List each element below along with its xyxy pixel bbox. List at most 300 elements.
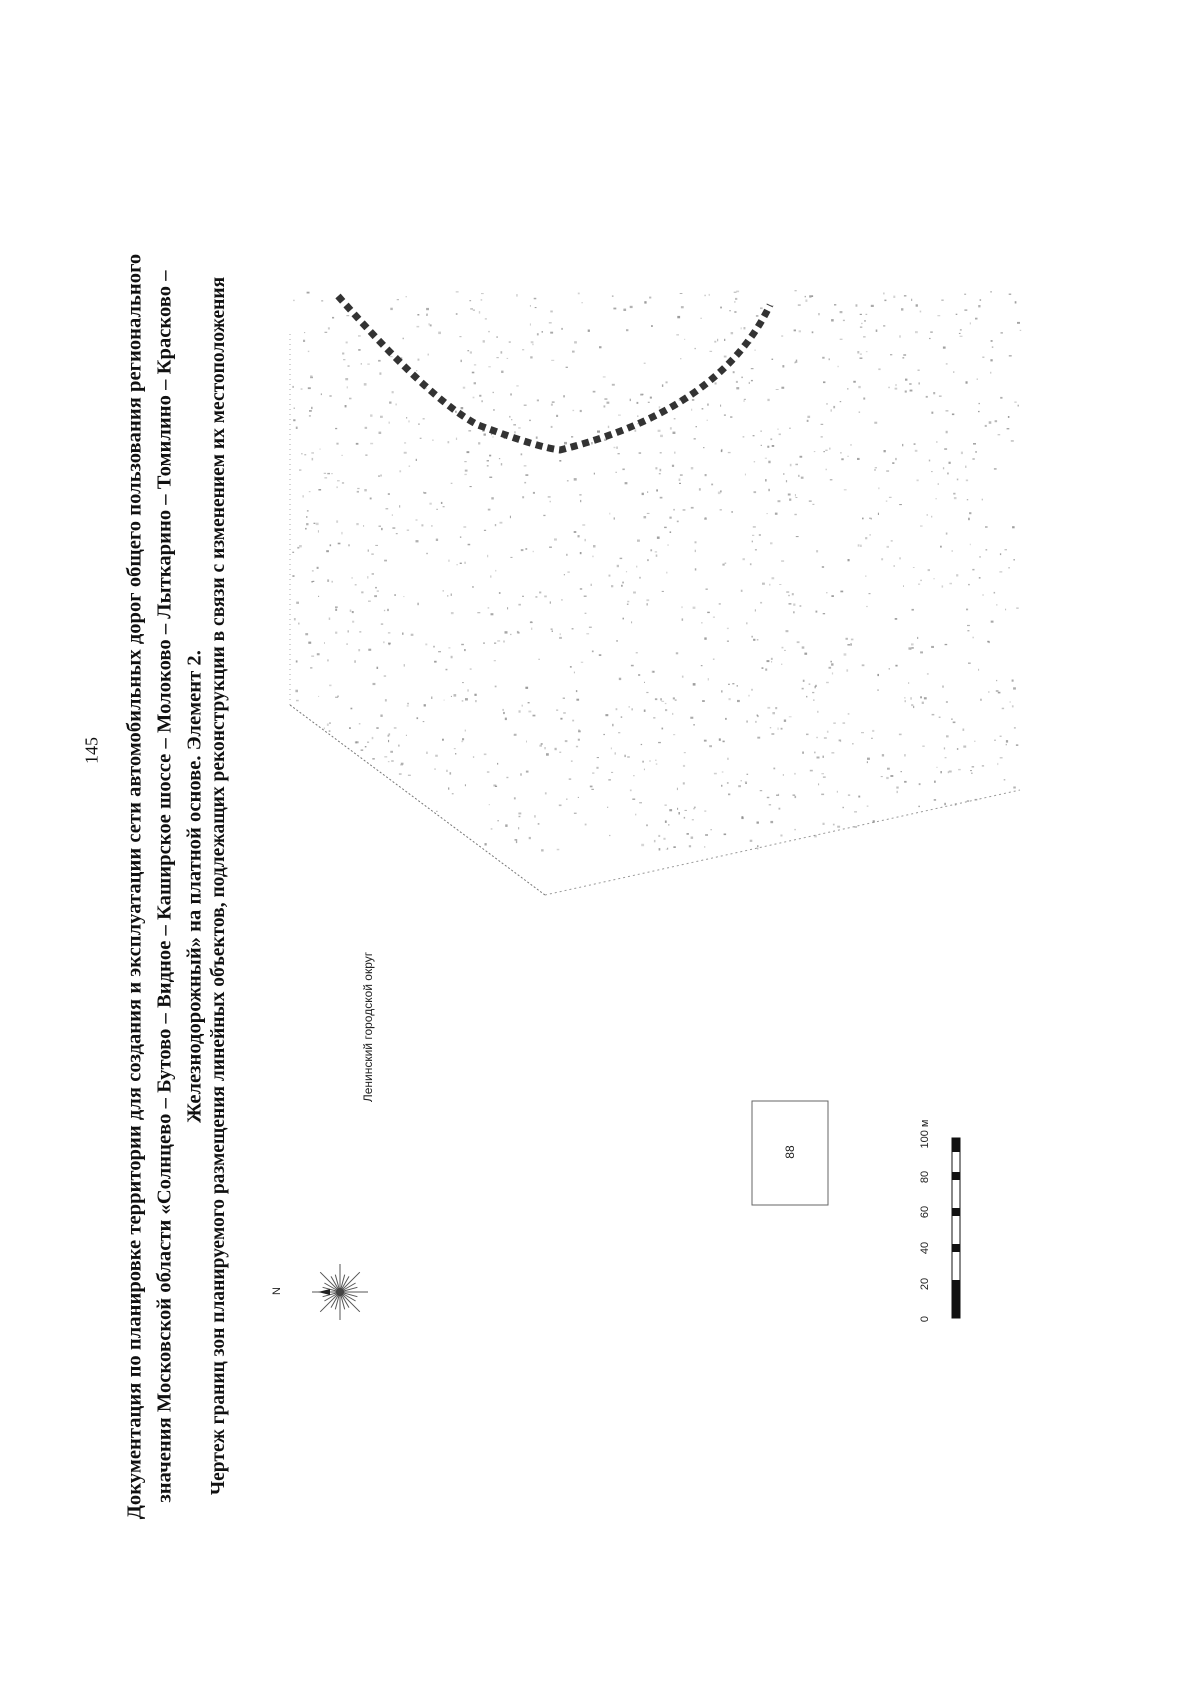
terrain-speck (897, 791, 898, 793)
terrain-speck (434, 768, 436, 769)
terrain-speck (972, 458, 974, 460)
terrain-speck (1016, 744, 1018, 746)
terrain-speck (330, 544, 332, 546)
terrain-speck (727, 641, 729, 642)
terrain-speck (516, 385, 518, 386)
terrain-speck (988, 691, 989, 693)
terrain-speck (1000, 397, 1002, 399)
terrain-speck (788, 494, 791, 496)
terrain-speck (827, 731, 829, 733)
terrain-speck (922, 746, 924, 747)
terrain-speck (1006, 740, 1008, 743)
terrain-speck (607, 807, 608, 808)
terrain-speck (517, 631, 519, 634)
terrain-speck (735, 298, 737, 300)
terrain-speck (1013, 787, 1016, 789)
terrain-speck (464, 649, 466, 651)
terrain-speck (482, 400, 483, 402)
terrain-speck (335, 428, 337, 429)
terrain-speck (669, 517, 671, 519)
terrain-speck (939, 396, 942, 397)
terrain-speck (321, 300, 323, 301)
terrain-speck (757, 715, 758, 717)
terrain-speck (550, 311, 553, 313)
terrain-speck (388, 740, 389, 742)
terrain-speck (909, 383, 911, 384)
terrain-speck (859, 411, 861, 413)
terrain-speck (430, 324, 432, 326)
terrain-speck (337, 696, 339, 698)
terrain-speck (301, 388, 303, 390)
terrain-speck (860, 358, 863, 359)
terrain-speck (1008, 416, 1010, 418)
terrain-speck (782, 365, 784, 367)
terrain-speck (810, 770, 813, 772)
terrain-speck (823, 613, 825, 614)
terrain-speck (707, 420, 708, 421)
terrain-speck (940, 546, 942, 548)
terrain-speck (721, 450, 723, 452)
terrain-speck (693, 683, 696, 686)
terrain-speck (384, 756, 387, 757)
terrain-speck (884, 450, 886, 452)
terrain-speck (615, 472, 617, 473)
terrain-speck (844, 489, 847, 490)
terrain-speck (693, 607, 696, 609)
terrain-speck (877, 674, 879, 676)
terrain-speck (488, 607, 490, 608)
terrain-speck (772, 359, 774, 360)
terrain-speck (809, 501, 812, 502)
terrain-speck (770, 438, 772, 440)
terrain-speck (744, 327, 746, 329)
terrain-speck (823, 451, 825, 452)
terrain-speck (670, 427, 672, 429)
terrain-speck (591, 789, 594, 790)
terrain-speck (784, 650, 786, 651)
terrain-speck (398, 745, 399, 747)
terrain-speck (776, 389, 779, 390)
terrain-speck (524, 482, 526, 484)
terrain-speck (1007, 428, 1010, 429)
terrain-speck (578, 729, 579, 730)
terrain-speck (830, 661, 832, 663)
terrain-speck (677, 521, 679, 523)
terrain-speck (679, 483, 681, 484)
terrain-speck (982, 499, 983, 501)
terrain-speck (510, 557, 512, 558)
terrain-speck (627, 604, 629, 605)
terrain-speck (802, 688, 804, 690)
terrain-speck (823, 381, 825, 383)
terrain-speck (618, 453, 620, 454)
terrain-speck (328, 327, 330, 329)
terrain-speck (368, 649, 371, 651)
terrain-speck (798, 475, 799, 477)
terrain-speck (704, 637, 706, 639)
terrain-speck (696, 426, 698, 427)
terrain-speck (529, 420, 531, 421)
terrain-speck (650, 397, 652, 399)
terrain-speck (455, 753, 456, 755)
terrain-speck (969, 512, 971, 514)
terrain-speck (871, 305, 874, 307)
terrain-speck (325, 332, 328, 333)
terrain-speck (519, 710, 521, 712)
terrain-speck (805, 300, 807, 302)
terrain-speck (310, 667, 312, 669)
terrain-speck (327, 724, 329, 726)
terrain-speck (990, 372, 991, 374)
terrain-speck (975, 451, 977, 453)
terrain-speck (866, 351, 868, 352)
terrain-speck (789, 499, 791, 501)
terrain-speck (795, 290, 797, 291)
terrain-speck (448, 787, 449, 789)
district-label: Ленинский городской округ (361, 951, 375, 1103)
terrain-speck (997, 763, 998, 765)
terrain-speck (841, 458, 843, 460)
terrain-speck (949, 583, 952, 585)
terrain-speck (833, 824, 835, 826)
terrain-speck (307, 510, 309, 512)
terrain-speck (862, 664, 865, 666)
terrain-speck (423, 721, 425, 722)
terrain-speck (929, 460, 930, 462)
terrain-speck (896, 787, 898, 789)
terrain-speck (754, 350, 755, 351)
terrain-speck (781, 335, 783, 337)
terrain-speck (293, 419, 295, 421)
terrain-speck (840, 591, 843, 593)
terrain-speck (822, 357, 824, 359)
terrain-speck (297, 547, 299, 549)
terrain-speck (647, 491, 648, 492)
terrain-speck (593, 545, 596, 548)
terrain-speck (582, 302, 583, 303)
terrain-speck (531, 341, 534, 343)
terrain-speck (1004, 779, 1006, 781)
terrain-speck (473, 397, 475, 399)
terrain-speck (578, 535, 580, 537)
terrain-speck (533, 551, 534, 552)
terrain-speck (966, 381, 968, 383)
terrain-speck (390, 751, 393, 753)
terrain-speck (357, 488, 359, 489)
terrain-speck (584, 596, 587, 597)
terrain-speck (632, 708, 633, 710)
terrain-speck (826, 469, 827, 471)
terrain-speck (762, 583, 765, 585)
terrain-speck (506, 777, 508, 778)
terrain-speck (750, 563, 752, 565)
terrain-speck (406, 735, 407, 736)
terrain-speck (731, 332, 734, 334)
terrain-speck (327, 579, 329, 582)
terrain-speck (847, 456, 848, 457)
terrain-speck (738, 785, 741, 787)
terrain-speck (736, 381, 738, 383)
terrain-speck (760, 431, 762, 432)
terrain-speck (676, 334, 679, 336)
terrain-speck (691, 409, 692, 411)
terrain-speck (574, 478, 577, 481)
terrain-speck (345, 405, 347, 407)
terrain-speck (690, 717, 693, 719)
terrain-speck (294, 618, 296, 620)
terrain-speck (848, 713, 850, 715)
terrain-speck (751, 368, 754, 369)
terrain-speck (374, 595, 377, 597)
terrain-speck (552, 401, 555, 403)
terrain-speck (331, 473, 333, 474)
terrain-speck (717, 339, 718, 342)
terrain-speck (753, 526, 756, 527)
terrain-speck (564, 574, 565, 575)
terrain-speck (672, 713, 673, 715)
terrain-speck (772, 712, 775, 714)
terrain-speck (370, 498, 372, 500)
terrain-speck (990, 359, 992, 361)
terrain-speck (596, 767, 598, 769)
terrain-speck (292, 575, 294, 577)
terrain-speck (952, 414, 954, 416)
terrain-speck (416, 459, 417, 461)
terrain-speck (426, 553, 428, 554)
terrain-speck (311, 581, 313, 583)
terrain-speck (768, 461, 770, 464)
terrain-speck (936, 767, 937, 768)
terrain-speck (762, 667, 764, 669)
terrain-speck (684, 817, 685, 819)
terrain-speck (409, 466, 411, 467)
terrain-speck (581, 662, 583, 663)
terrain-speck (818, 313, 820, 315)
terrain-speck (769, 804, 771, 805)
terrain-speck (722, 564, 724, 566)
terrain-speck (772, 577, 775, 579)
terrain-speck (662, 591, 664, 592)
terrain-speck (368, 550, 369, 552)
terrain-speck (853, 381, 856, 383)
terrain-speck (821, 424, 824, 425)
terrain-speck (499, 458, 500, 459)
terrain-speck (364, 489, 367, 491)
terrain-speck (847, 388, 848, 390)
terrain-speck (378, 475, 380, 476)
terrain-speck (403, 596, 404, 597)
terrain-speck (877, 690, 879, 691)
terrain-speck (674, 418, 676, 419)
terrain-speck (451, 656, 453, 659)
scale-tick-0: 0 (919, 1315, 931, 1323)
terrain-speck (767, 707, 770, 709)
terrain-speck (390, 356, 393, 357)
terrain-speck (630, 399, 631, 401)
terrain-speck (467, 350, 469, 351)
terrain-speck (977, 378, 978, 380)
terrain-speck (727, 758, 728, 760)
terrain-speck (1020, 330, 1022, 331)
terrain-speck (306, 516, 307, 518)
terrain-speck (524, 465, 527, 466)
terrain-speck (871, 738, 873, 739)
terrain-speck (576, 699, 579, 701)
terrain-speck (395, 404, 397, 406)
terrain-speck (994, 592, 996, 594)
terrain-speck (915, 331, 918, 333)
terrain-speck (895, 618, 898, 620)
terrain-speck (586, 633, 589, 634)
terrain-speck (840, 311, 843, 313)
terrain-speck (1001, 332, 1003, 333)
terrain-speck (786, 630, 789, 632)
terrain-speck (990, 291, 991, 293)
terrain-speck (464, 474, 466, 475)
terrain-speck (574, 813, 577, 814)
terrain-speck (585, 613, 587, 614)
terrain-speck (818, 783, 819, 785)
terrain-speck (770, 727, 771, 728)
terrain-speck (989, 421, 992, 424)
terrain-speck (883, 293, 885, 295)
terrain-speck (472, 586, 474, 588)
terrain-speck (970, 322, 971, 324)
terrain-speck (548, 496, 551, 498)
terrain-speck (318, 530, 319, 532)
terrain-speck (850, 444, 852, 445)
terrain-speck (467, 689, 468, 691)
terrain-speck (771, 661, 772, 662)
terrain-speck (769, 584, 770, 586)
terrain-speck (625, 482, 628, 484)
terrain-speck (582, 524, 585, 526)
terrain-speck (910, 390, 913, 392)
terrain-speck (451, 696, 452, 697)
terrain-speck (741, 377, 742, 379)
terrain-speck (559, 752, 561, 753)
terrain-speck (309, 491, 311, 492)
terrain-speck (541, 743, 543, 745)
title-line-1: Документация по планировке территории для создания и эксплуатации сети автомобильных дорог общего пользования регионального (123, 253, 146, 1520)
terrain-speck (694, 438, 696, 440)
terrain-speck (685, 810, 687, 811)
terrain-speck (484, 434, 486, 436)
terrain-speck (560, 633, 561, 635)
terrain-speck (660, 452, 662, 454)
terrain-speck (450, 772, 452, 774)
terrain-speck (592, 651, 594, 653)
terrain-speck (388, 632, 391, 634)
terrain-speck (780, 835, 782, 837)
terrain-speck (783, 774, 784, 776)
terrain-speck (633, 775, 635, 776)
terrain-speck (854, 826, 857, 828)
terrain-speck (704, 740, 707, 742)
terrain-speck (367, 576, 368, 579)
terrain-speck (392, 391, 394, 393)
terrain-speck (650, 549, 652, 551)
terrain-speck (966, 480, 968, 482)
terrain-speck (1009, 355, 1012, 357)
terrain-speck (642, 761, 644, 763)
terrain-speck (795, 796, 797, 798)
terrain-speck (631, 665, 634, 667)
terrain-speck (857, 351, 859, 354)
terrain-speck (312, 458, 314, 461)
terrain-speck (417, 314, 419, 316)
terrain-speck (905, 379, 907, 381)
terrain-speck (552, 631, 553, 632)
terrain-speck (792, 593, 794, 595)
terrain-speck (940, 771, 942, 773)
terrain-speck (493, 392, 495, 393)
terrain-speck (359, 631, 361, 632)
terrain-speck (1005, 609, 1006, 611)
terrain-speck (683, 509, 686, 511)
terrain-speck (886, 777, 889, 779)
terrain-speck (591, 584, 593, 586)
terrain-speck (904, 697, 905, 698)
terrain-speck (713, 659, 715, 660)
terrain-speck (521, 453, 523, 455)
terrain-speck (311, 407, 313, 409)
terrain-speck (794, 773, 796, 775)
terrain-speck (505, 631, 508, 633)
terrain-speck (503, 712, 505, 714)
terrain-speck (448, 441, 450, 443)
terrain-speck (967, 630, 969, 631)
terrain-speck (1018, 405, 1020, 407)
terrain-speck (391, 760, 394, 762)
terrain-speck (304, 332, 305, 333)
terrain-speck (918, 584, 920, 585)
terrain-speck (372, 737, 374, 739)
terrain-speck (781, 560, 784, 562)
terrain-speck (576, 746, 578, 748)
terrain-speck (833, 406, 835, 408)
terrain-speck (779, 808, 781, 810)
terrain-speck (618, 732, 620, 733)
terrain-speck (664, 527, 667, 528)
terrain-speck (524, 405, 527, 406)
terrain-speck (446, 770, 447, 772)
terrain-speck (597, 757, 599, 758)
terrain-speck (635, 429, 637, 431)
terrain-speck (426, 308, 429, 310)
terrain-speck (549, 322, 552, 323)
terrain-speck (889, 668, 890, 669)
terrain-speck (860, 314, 862, 315)
terrain-speck (455, 411, 457, 413)
terrain-speck (710, 351, 713, 352)
terrain-speck (448, 647, 450, 648)
terrain-speck (646, 692, 648, 693)
terrain-speck (394, 727, 397, 729)
terrain-speck (797, 641, 800, 643)
terrain-speck (432, 440, 434, 441)
terrain-speck (800, 456, 803, 458)
terrain-speck (379, 432, 382, 434)
terrain-speck (653, 717, 655, 718)
terrain-speck (545, 792, 547, 794)
terrain-speck (424, 492, 427, 494)
terrain-speck (1012, 705, 1014, 707)
terrain-speck (724, 356, 727, 358)
terrain-speck (487, 771, 490, 773)
terrain-speck (881, 558, 883, 560)
terrain-speck (918, 370, 920, 371)
